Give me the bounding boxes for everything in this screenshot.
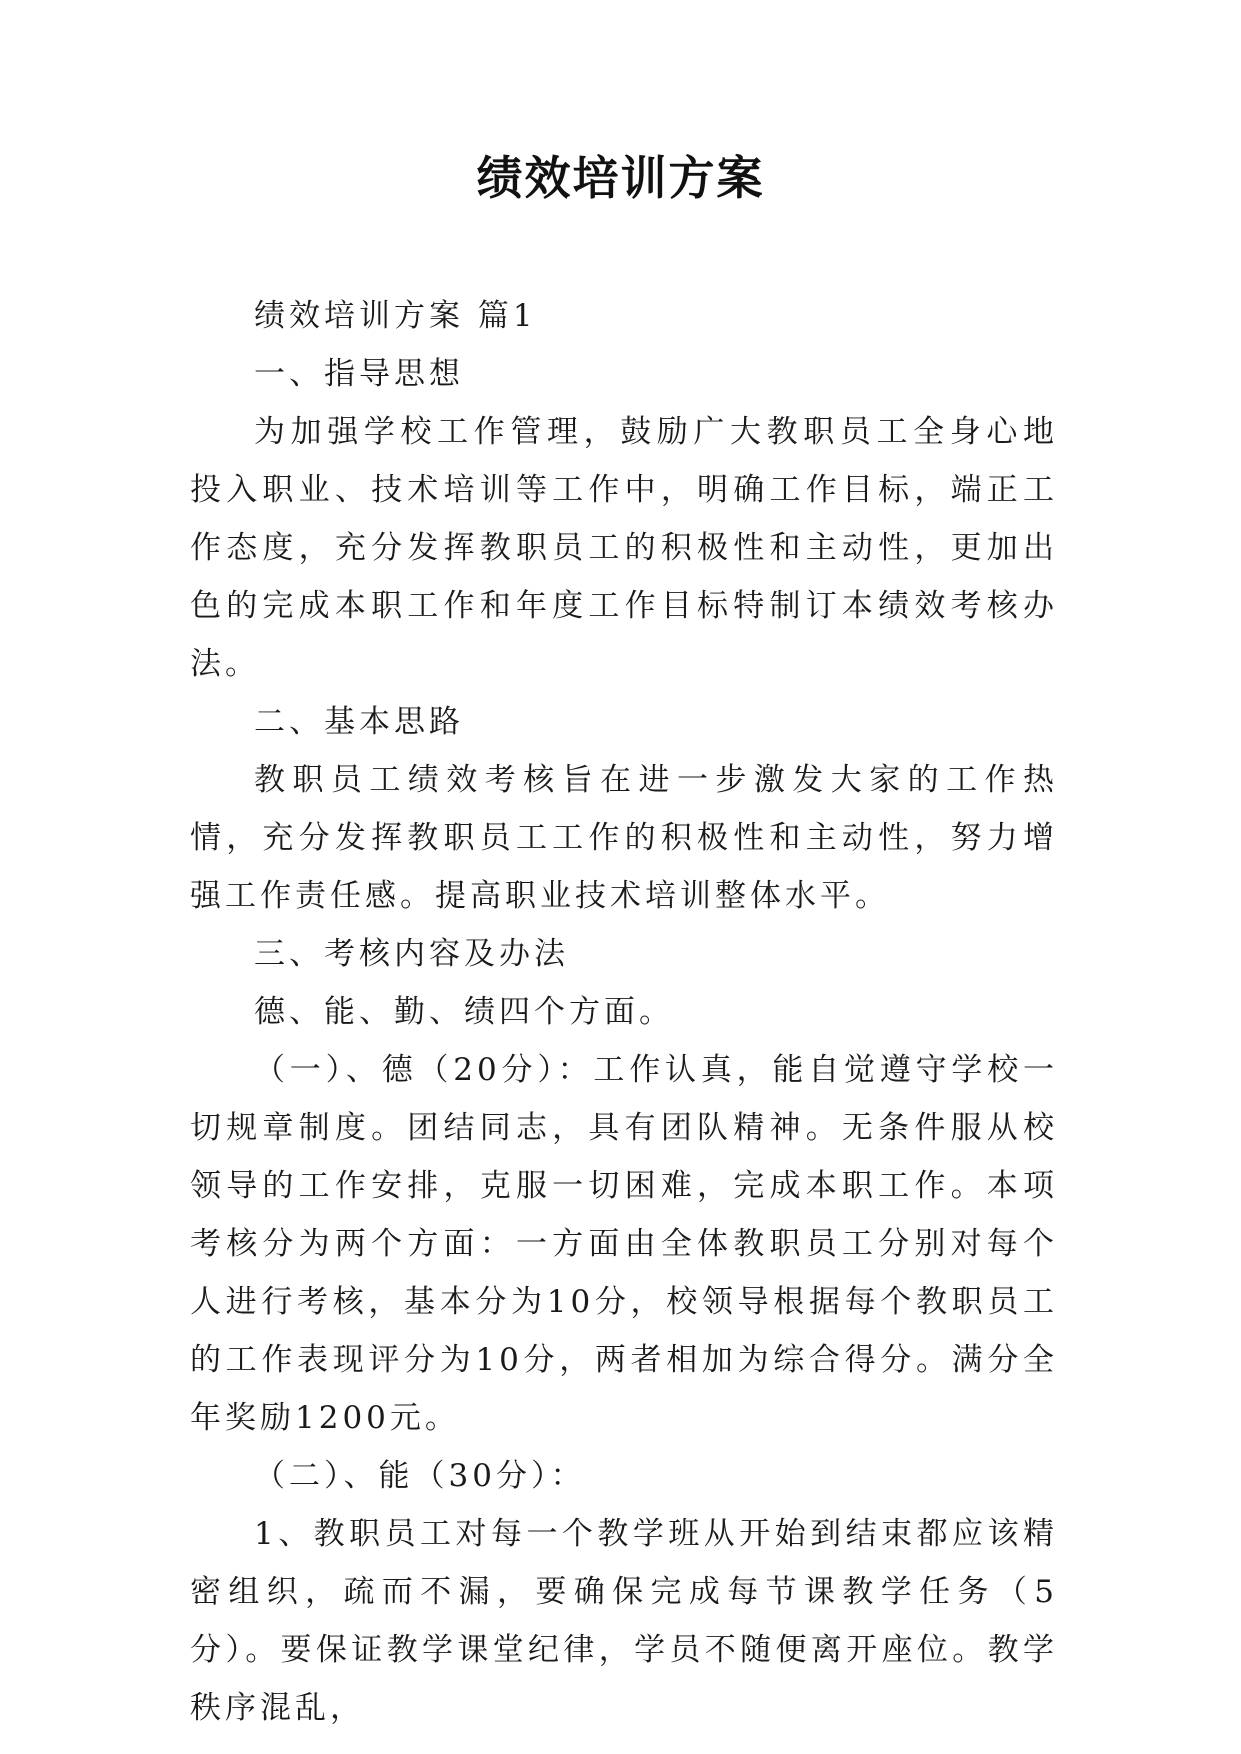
paragraph-four-aspects: 德、能、勤、绩四个方面。 xyxy=(254,994,674,1030)
paragraph-ability-1: 1、教职员工对每一个教学班从开始到结束都应该精密组织，疏而不漏，要确保完成每节课教学任务（5分）。要保证教学课堂纪律，学员不随便离开座位。教学秩序混乱， xyxy=(190,1516,1058,1726)
section-heading: 绩效培训方案 篇1 xyxy=(254,298,537,334)
heading-assessment: 三、考核内容及办法 xyxy=(254,936,569,972)
heading-basic-approach: 二、基本思路 xyxy=(254,704,464,740)
document-body xyxy=(190,287,1058,1737)
document-title: 绩效培训方案 xyxy=(476,151,765,205)
paragraph-basic-approach: 教职员工绩效考核旨在进一步激发大家的工作热情，充分发挥教职员工工作的积极性和主动性，努力增强工作责任感。提高职业技术培训整体水平。 xyxy=(190,762,1058,914)
paragraph-morality: （一）、德（20分）：工作认真，能自觉遵守学校一切规章制度。团结同志，具有团队精神。无条件服从校领导的工作安排，克服一切困难，完成本职工作。本项考核分为两个方面：一方面由全体教职员工分别对每个人进行考核，基本分为10分，校领导根据每个教职员工的工作表现评分为10分，两者相加为综合得分。满分全年奖励1200元。 xyxy=(190,1052,1058,1436)
paragraph-guiding-thought: 为加强学校工作管理，鼓励广大教职员工全身心地投入职业、技术培训等工作中，明确工作目标，端正工作态度，充分发挥教职员工的积极性和主动性，更加出色的完成本职工作和年度工作目标特制订本绩效考核办法。 xyxy=(190,414,1058,682)
heading-guiding-thought: 一、指导思想 xyxy=(254,356,464,392)
heading-ability: （二）、能（30分）： xyxy=(254,1458,586,1494)
